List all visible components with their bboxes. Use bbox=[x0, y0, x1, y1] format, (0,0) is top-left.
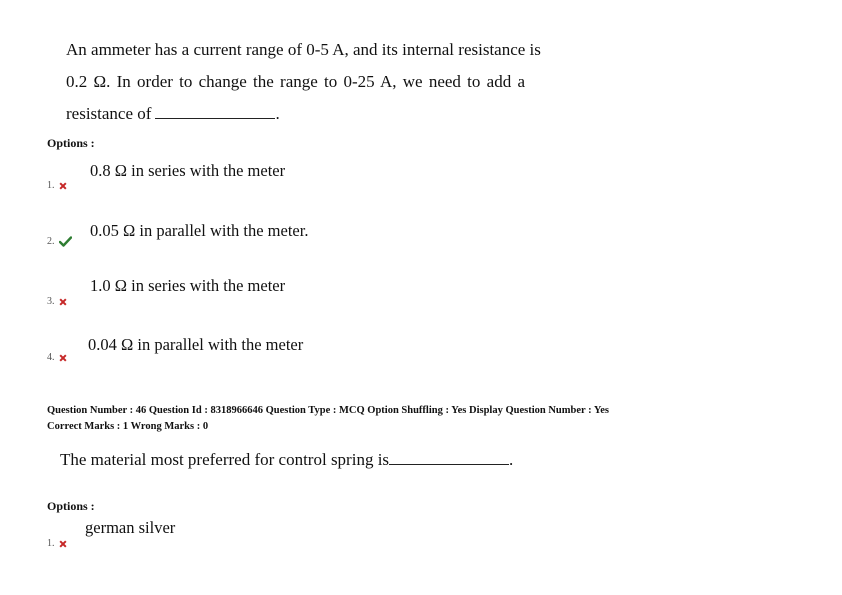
question-2-text-label: The material most preferred for control spring is bbox=[60, 450, 390, 469]
question-text-line-3-label: resistance of bbox=[66, 104, 152, 123]
question-2-end-mark: . bbox=[509, 450, 514, 469]
check-icon bbox=[59, 236, 72, 247]
option-2-number bbox=[47, 236, 72, 247]
question-text-line-2: 0.2 Ω. In order to change the range to 0-25 A, we need to add a bbox=[66, 72, 525, 91]
question-2-option-1-text: german silver bbox=[85, 518, 176, 537]
option-1-number-label: 1. bbox=[47, 180, 55, 191]
question-meta-line-1: Question Number : 46 Question Id : 8318966646 Question Type : MCQ Option Shuffling : Yes Display Question Number : Yes bbox=[47, 405, 610, 416]
question-text-line-3 bbox=[66, 104, 280, 124]
question-text-line-1: An ammeter has a current range of 0-5 A, and its internal resistance is bbox=[66, 40, 541, 59]
option-1-text: 0.8 Ω in series with the meter bbox=[90, 161, 286, 180]
cross-icon bbox=[59, 182, 67, 190]
option-2-text: 0.05 Ω in parallel with the meter. bbox=[90, 221, 309, 240]
question-2-text bbox=[60, 450, 513, 470]
option-4-number-label: 4. bbox=[47, 352, 55, 363]
answer-blank-2 bbox=[389, 464, 509, 465]
cross-icon bbox=[59, 298, 67, 306]
options-label: Options : bbox=[47, 136, 95, 150]
option-3-text: 1.0 Ω in series with the meter bbox=[90, 276, 286, 295]
option-1-number bbox=[47, 180, 67, 191]
option-4-text: 0.04 Ω in parallel with the meter bbox=[88, 335, 304, 354]
cross-icon bbox=[59, 540, 67, 548]
question-end-mark: . bbox=[275, 104, 280, 123]
question-meta-line-2: Correct Marks : 1 Wrong Marks : 0 bbox=[47, 421, 209, 432]
option-4-number bbox=[47, 352, 67, 363]
option-2-number-label: 2. bbox=[47, 236, 55, 247]
answer-blank bbox=[155, 118, 275, 119]
question-2-option-1-number-label: 1. bbox=[47, 538, 55, 549]
question-2-option-1-number bbox=[47, 538, 67, 549]
option-3-number-label: 3. bbox=[47, 296, 55, 307]
option-3-number bbox=[47, 296, 67, 307]
cross-icon bbox=[59, 354, 67, 362]
options-label-2: Options : bbox=[47, 499, 95, 513]
